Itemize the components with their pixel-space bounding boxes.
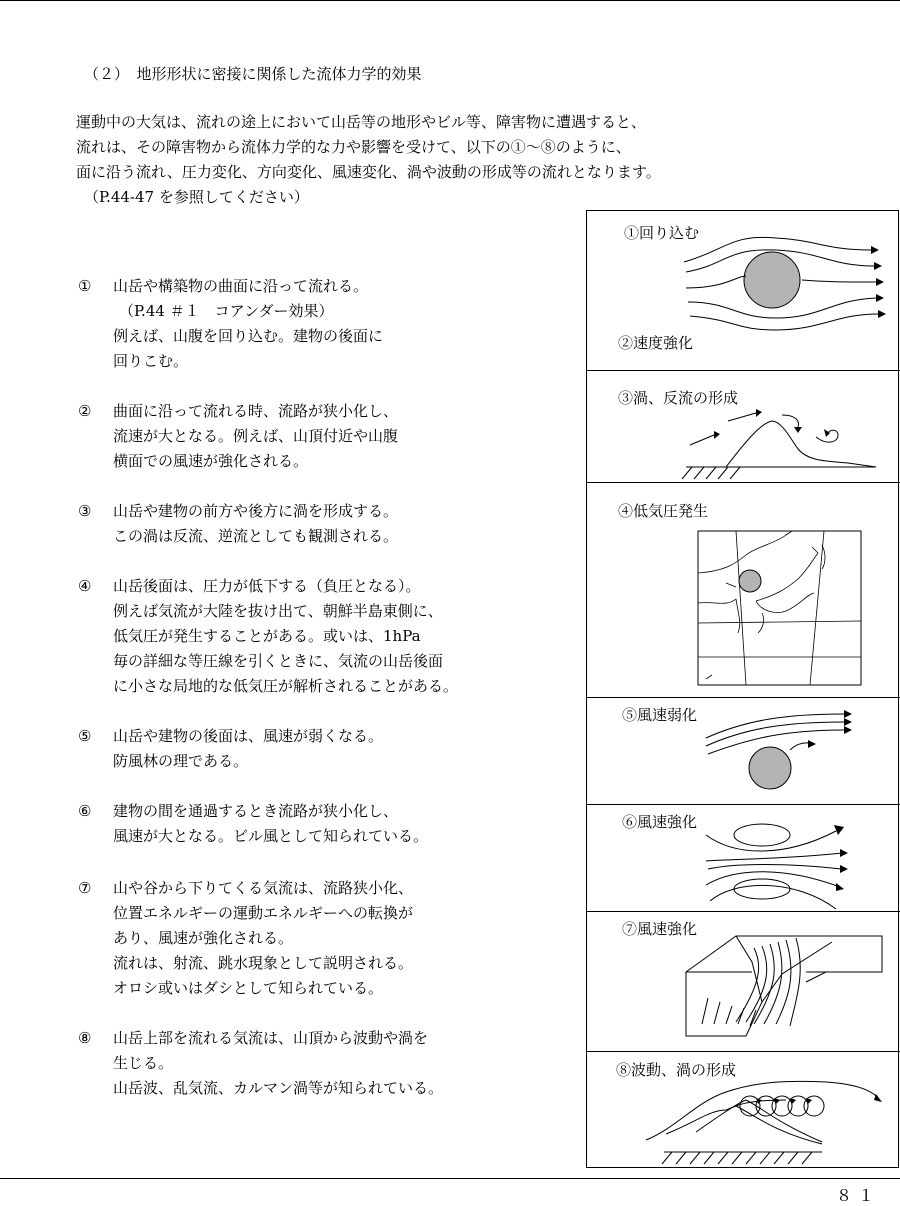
item-line: 建物の間を通過するとき流路が狭小化し、 [113,802,399,820]
item-line: 曲面に沿って流れる時、流路が狭小化し、 [113,402,399,420]
obstacle-circle [744,252,800,308]
item-number: ① [78,277,92,295]
caption-wave: ⑧波動、渦の形成 [616,1061,737,1079]
item-line: 生じる。 [113,1054,174,1072]
panel-wave [586,1051,900,1169]
item-line: 流速が大となる。例えば、山頂付近や山腹 [113,427,399,445]
building-bottom [734,879,790,899]
panel-eddy [586,370,900,483]
item-line: 風速が大となる。ビル風として知られている。 [113,827,429,845]
item-line: 回りこむ。 [113,352,189,370]
caption-building-wind: ⑥風速強化 [622,813,698,831]
item-line: 位置エネルギーの運動エネルギーへの転換が [113,904,414,922]
panel-flow-around [586,210,900,370]
caption-downslope: ⑦風速強化 [622,920,698,938]
item-line: 山や谷から下りてくる気流は、流路狭小化、 [113,879,414,897]
wind-weaken-diagram [586,698,900,805]
panel-low-pressure [586,482,900,698]
item-line: この渦は反流、逆流としても観測される。 [113,527,399,545]
obstacle-circle [749,747,791,789]
item-line: 山岳波、乱気流、カルマン渦等が知られている。 [113,1079,444,1097]
item-line: 流れは、射流、跳水現象として説明される。 [113,954,414,972]
panel-building-wind [586,804,900,912]
intro-line: （P.44-47 を参照してください） [84,188,309,206]
item-number: ⑤ [78,727,92,745]
caption-flow-around: ①回り込む [624,224,700,242]
item-number: ② [78,402,92,420]
item-line: 山岳や建物の後面は、風速が弱くなる。 [113,727,384,745]
item-number: ④ [78,577,92,595]
page-number: ８１ [836,1186,881,1205]
building-wind-diagram [586,805,900,912]
wave-diagram [586,1052,900,1169]
caption-low-pressure: ④低気圧発生 [618,502,709,520]
panel-downslope [586,911,900,1052]
item-line: オロシ或いはダシとして知られている。 [113,979,384,997]
weather-map [586,483,900,698]
item-line: 山岳上部を流れる気流は、山頂から波動や渦を [113,1029,429,1047]
low-pressure-circle [739,570,761,592]
item-line: 低気圧が発生することがある。或いは、1hPa [113,627,421,645]
intro-line: 運動中の大気は、流れの途上において山岳等の地形やビル等、障害物に遭遇すると、 [76,113,647,131]
building-top [734,824,790,846]
top-rule [0,0,900,1]
downslope-diagram [586,912,900,1052]
item-number: ⑥ [78,802,92,820]
item-line: 例えば気流が大陸を抜け出て、朝鮮半島東側に、 [113,602,443,620]
item-line: 横面での風速が強化される。 [113,452,309,470]
item-line: 山岳後面は、圧力が低下する（負圧となる）。 [113,577,421,595]
item-line: 防風林の理である。 [113,752,249,770]
eddy-diagram [586,371,900,483]
panel-wind-weaken [586,697,900,805]
caption-speed-up: ②速度強化 [618,334,694,352]
item-line: （P.44 ＃１ コアンダー効果） [119,302,334,320]
section-heading: （２） 地形形状に密接に関係した流体力学的効果 [84,65,422,83]
item-number: ⑦ [78,879,92,897]
caption-wind-weaken: ⑤風速弱化 [622,706,698,724]
item-number: ⑧ [78,1029,92,1047]
item-line: 山岳や建物の前方や後方に渦を形成する。 [113,502,399,520]
item-line: あり、風速が強化される。 [113,929,294,947]
item-line: 山岳や構築物の曲面に沿って流れる。 [113,277,369,295]
bottom-rule [0,1178,900,1179]
item-line: に小さな局地的な低気圧が解析されることがある。 [113,677,459,695]
item-line: 例えば、山腹を回り込む。建物の後面に [113,327,384,345]
intro-line: 流れは、その障害物から流体力学的な力や影響を受けて、以下の①～⑧のように、 [76,138,631,156]
item-line: 毎の詳細な等圧線を引くときに、気流の山岳後面 [113,652,444,670]
intro-line: 面に沿う流れ、圧力変化、方向変化、風速変化、渦や波動の形成等の流れとなります。 [76,163,661,181]
item-number: ③ [78,502,92,520]
caption-eddy: ③渦、反流の形成 [618,389,739,407]
